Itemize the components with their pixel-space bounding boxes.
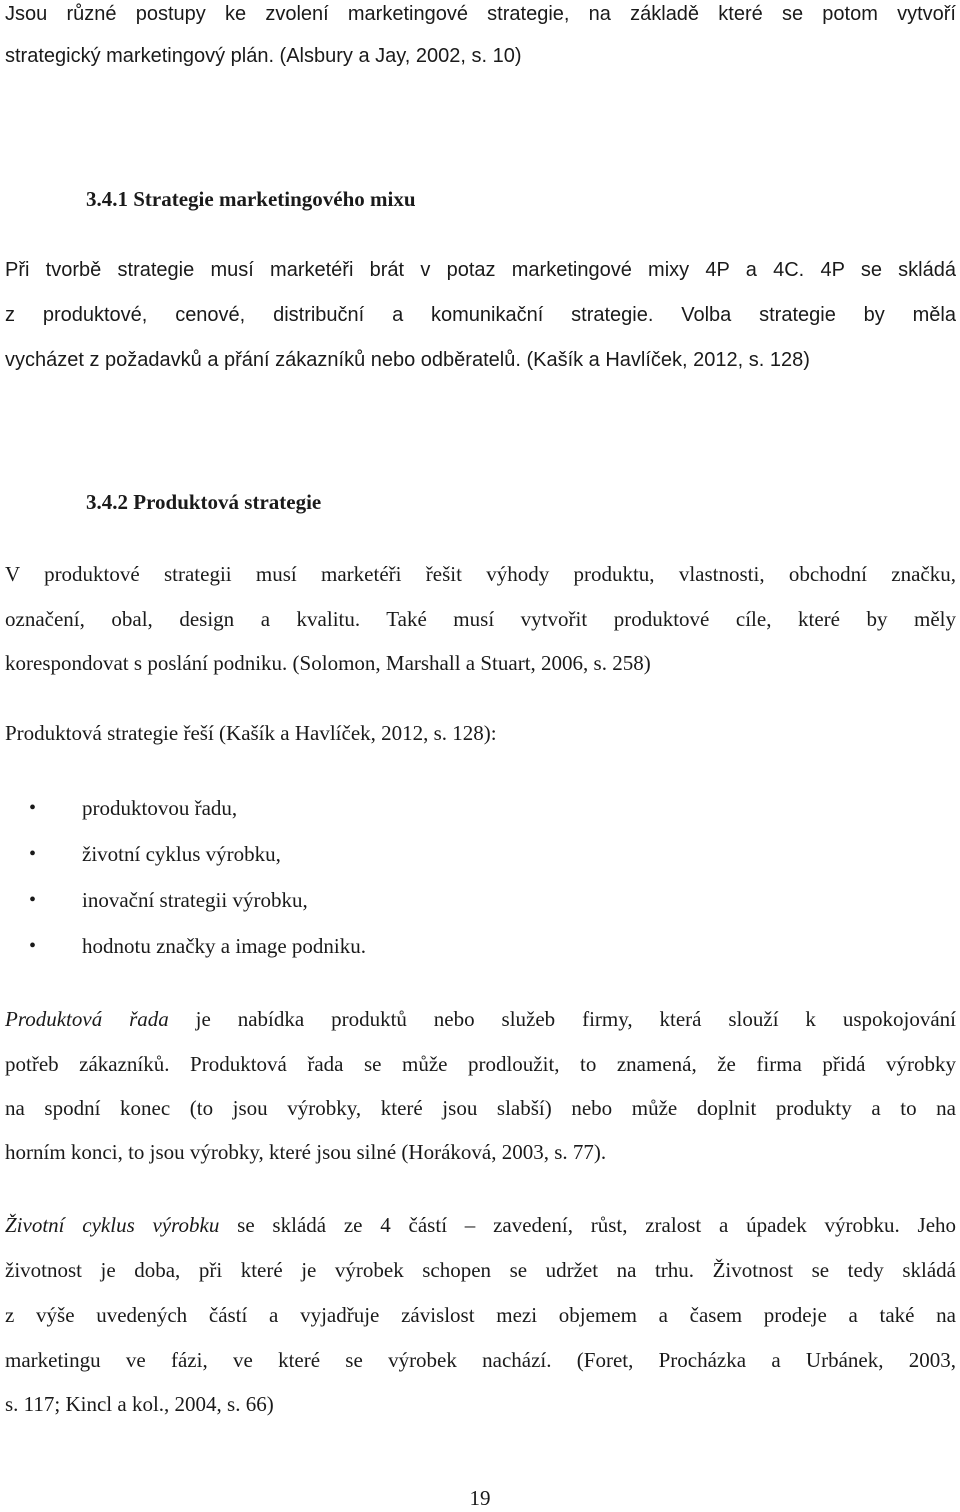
bullet-icon: • [29, 889, 37, 911]
intro-line-2: strategický marketingový plán. (Alsbury a Jay, 2002, s. 10) [5, 45, 522, 67]
list-item-text: životní cyklus výrobku, [82, 842, 281, 866]
intro-line-1: Jsou různé postupy ke zvolení marketingové strategie, na základě které se potom vytvoří [5, 3, 956, 25]
paragraph-line: označení, obal, design a kvalitu. Také musí vytvořit produktové cíle, které by měly [5, 607, 956, 631]
paragraph-line: vycházet z požadavků a přání zákazníků nebo odběratelů. (Kašík a Havlíček, 2012, s. 128) [5, 349, 810, 371]
list-item-text: produktovou řadu, [82, 796, 238, 820]
paragraph-line: Produktová strategie řeší (Kašík a Havlíček, 2012, s. 128): [5, 721, 497, 745]
italic-term: Životní cyklus výrobku [5, 1213, 220, 1237]
italic-term: Produktová řada [5, 1007, 169, 1031]
section-heading-3-4-2: 3.4.2 Produktová strategie [86, 490, 322, 514]
page-number: 19 [469, 1486, 491, 1510]
paragraph-line: marketingu ve fázi, ve které se výrobek nachází. (Foret, Procházka a Urbánek, 2003, [5, 1348, 956, 1372]
paragraph-line: na spodní konec (to jsou výrobky, které jsou slabší) nebo může doplnit produkty a to na [5, 1096, 956, 1120]
paragraph-line: z výše uvedených částí a vyjadřuje závislost mezi objemem a časem prodeje a také na [5, 1303, 956, 1327]
paragraph-line: horním konci, to jsou výrobky, které jsou silné (Horáková, 2003, s. 77). [5, 1140, 607, 1164]
paragraph-line: korespondovat s poslání podniku. (Solomon, Marshall a Stuart, 2006, s. 258) [5, 651, 651, 675]
paragraph-text: je nabídka produktů nebo služeb firmy, která slouží k uspokojování [168, 1007, 956, 1031]
section-heading-3-4-1: 3.4.1 Strategie marketingového mixu [86, 187, 416, 211]
bullet-icon: • [29, 843, 37, 865]
list-item-text: inovační strategii výrobku, [82, 888, 308, 912]
paragraph-line: V produktové strategii musí marketéři řešit výhody produktu, vlastnosti, obchodní značku, [5, 562, 956, 586]
paragraph-line [5, 1005, 956, 1033]
list-item-text: hodnotu značky a image podniku. [82, 934, 367, 958]
bullet-icon: • [29, 935, 37, 957]
paragraph-line: životnost je doba, při které je výrobek schopen se udržet na trhu. Životnost se tedy skládá [5, 1258, 956, 1282]
paragraph-line [5, 1211, 956, 1239]
paragraph-line: s. 117; Kincl a kol., 2004, s. 66) [5, 1392, 274, 1416]
paragraph-line: Při tvorbě strategie musí marketéři brát v potaz marketingové mixy 4P a 4C. 4P se skládá [5, 259, 956, 281]
paragraph-text: se skládá ze 4 částí – zavedení, růst, zralost a úpadek výrobku. Jeho [219, 1213, 957, 1237]
paragraph-line: z produktové, cenové, distribuční a komunikační strategie. Volba strategie by měla [5, 304, 956, 326]
bullet-icon: • [29, 797, 37, 819]
paragraph-line: potřeb zákazníků. Produktová řada se může prodloužit, to znamená, že firma přidá výrobky [5, 1052, 956, 1076]
